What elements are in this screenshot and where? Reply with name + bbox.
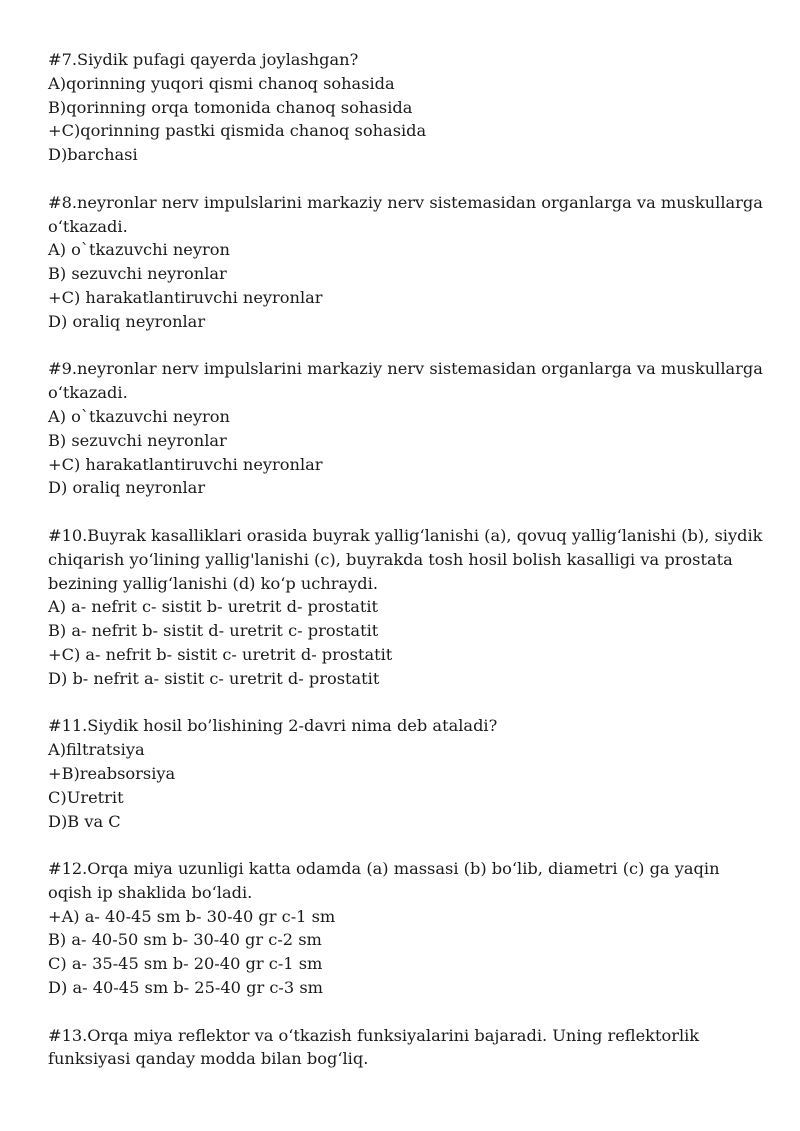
question-text: #7.Siydik pufagi qayerda joylashgan? bbox=[48, 50, 359, 69]
answer-option-c: C) a- 35-45 sm b- 20-40 gr c-1 sm bbox=[48, 954, 323, 974]
answer-option-b: B)qorinning orqa tomonida chanoq sohasida bbox=[48, 97, 413, 117]
answer-option-c: +C) a- nefrit b- sistit c- uretrit d- prostatit bbox=[48, 644, 393, 664]
answer-option-d: D)barchasi bbox=[48, 145, 138, 165]
answer-option-b: B) sezuvchi neyronlar bbox=[48, 430, 227, 450]
document-page bbox=[48, 48, 768, 1095]
answer-option-a: A)qorinning yuqori qismi chanoq sohasida bbox=[48, 73, 395, 93]
question-text: #12.Orqa miya uzunligi katta odamda (a) massasi (b) bo‘lib, diametri (c) ga yaqin oqish ip shaklida bo‘ladi. bbox=[48, 859, 720, 902]
answer-option-a: A)filtratsiya bbox=[48, 740, 145, 760]
answer-option-d: D) b- nefrit a- sistit c- uretrit d- prostatit bbox=[48, 668, 380, 688]
answer-option-d: D) a- 40-45 sm b- 25-40 gr c-3 sm bbox=[48, 978, 323, 998]
question-8 bbox=[48, 191, 768, 334]
answer-option-b: B) sezuvchi neyronlar bbox=[48, 264, 227, 284]
answer-option-c: +C) harakatlantiruvchi neyronlar bbox=[48, 287, 323, 307]
answer-option-c: C)Uretrit bbox=[48, 787, 124, 807]
question-text: #10.Buyrak kasalliklari orasida buyrak yallig‘lanishi (a), qovuq yallig‘lanishi (b), siydik chiqarish yo‘lining yallig'lanishi (c), buyrakda tosh hosil bolish kasalligi va prostata bezining yallig‘lanishi (d) ko‘p uchraydi. bbox=[48, 525, 763, 593]
answer-option-d: D) oraliq neyronlar bbox=[48, 478, 206, 498]
answer-option-a: +A) a- 40-45 sm b- 30-40 gr c-1 sm bbox=[48, 906, 336, 926]
answer-option-a: A) o`tkazuvchi neyron bbox=[48, 406, 230, 426]
question-text: #8.neyronlar nerv impulslarini markaziy nerv sistemasidan organlarga va muskullarga o‘tkazadi. bbox=[48, 192, 763, 236]
question-13 bbox=[48, 1024, 768, 1072]
question-text: #13.Orqa miya reflektor va o‘tkazish funksiyalarini bajaradi. Uning reflektorlik funksiyasi qanday modda bilan bog‘liq. bbox=[48, 1025, 700, 1069]
question-text: #11.Siydik hosil bo’lishining 2-davri nima deb ataladi? bbox=[48, 716, 498, 736]
question-12 bbox=[48, 857, 768, 1000]
question-9 bbox=[48, 357, 768, 500]
answer-option-c: +C) harakatlantiruvchi neyronlar bbox=[48, 454, 323, 474]
answer-option-b: +B)reabsorsiya bbox=[48, 763, 176, 783]
answer-option-c: +C)qorinning pastki qismida chanoq sohasida bbox=[48, 121, 427, 141]
answer-option-b: B) a- 40-50 sm b- 30-40 gr c-2 sm bbox=[48, 930, 322, 950]
answer-option-d: D) oraliq neyronlar bbox=[48, 311, 206, 331]
answer-option-a: A) o`tkazuvchi neyron bbox=[48, 240, 230, 260]
question-10 bbox=[48, 524, 768, 691]
question-text: #9.neyronlar nerv impulslarini markaziy nerv sistemasidan organlarga va muskullarga o‘tkazadi. bbox=[48, 359, 763, 403]
answer-option-b: B) a- nefrit b- sistit d- uretrit c- prostatit bbox=[48, 621, 379, 641]
answer-option-a: A) a- nefrit c- sistit b- uretrit d- prostatit bbox=[48, 597, 379, 617]
question-11 bbox=[48, 714, 768, 833]
answer-option-d: D)B va C bbox=[48, 811, 121, 831]
question-7 bbox=[48, 48, 768, 167]
